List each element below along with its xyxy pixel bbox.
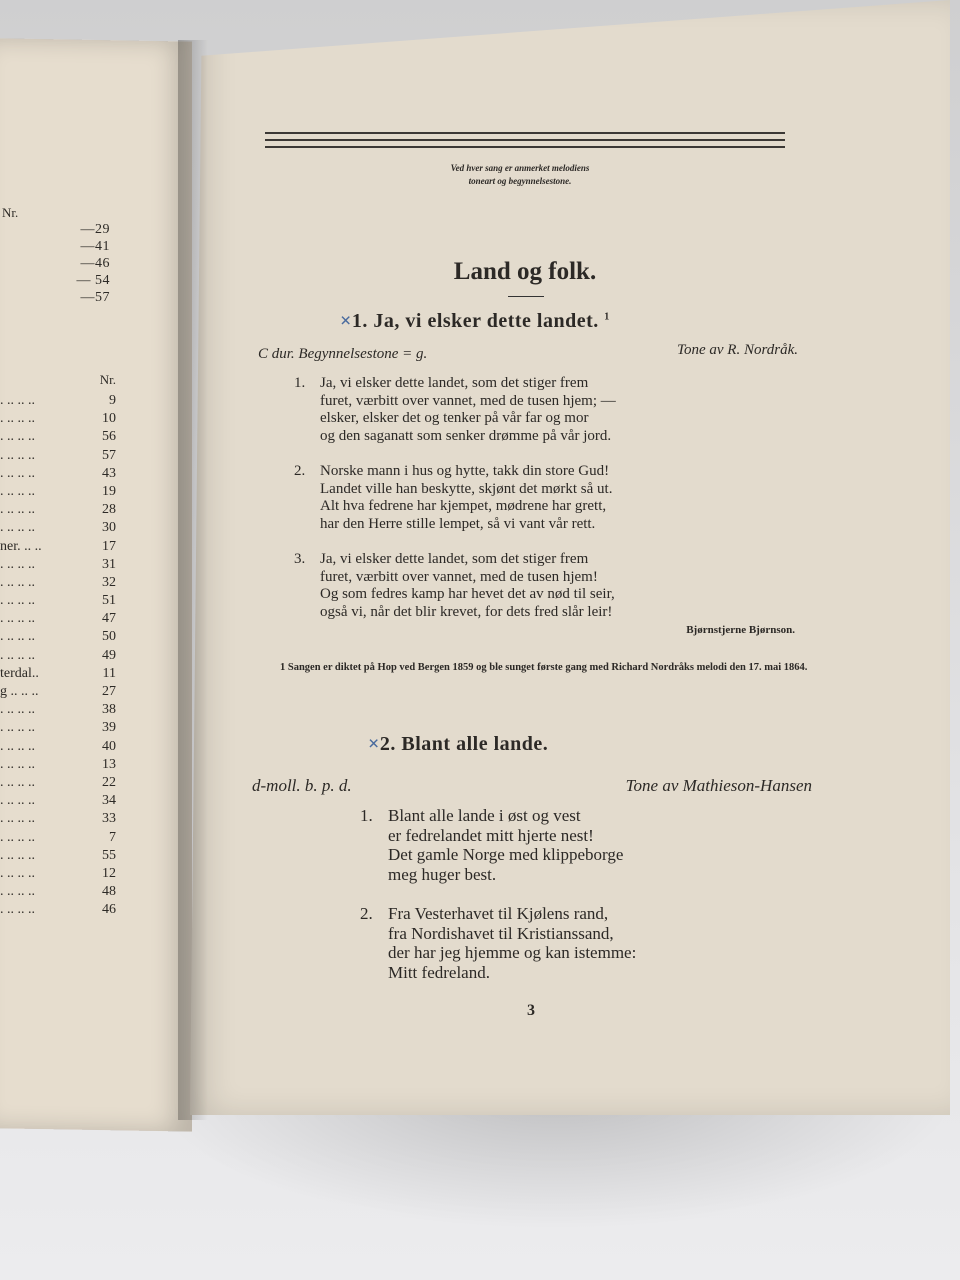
- index-row-text: . .. .. ..: [0, 593, 35, 609]
- verse-number: 1.: [360, 806, 373, 825]
- index-row-text: . .. .. ..: [0, 847, 35, 863]
- index-row-text: . .. .. ..: [0, 465, 35, 481]
- checkmark-icon: ×: [340, 310, 352, 332]
- index-row-text: . .. .. ..: [0, 738, 35, 754]
- song2-key: d-moll. b. p. d.: [252, 776, 352, 795]
- index-row-text: . .. .. ..: [0, 502, 35, 518]
- checkmark-icon: ×: [368, 733, 380, 755]
- song2-tune: Tone av Mathieson-Hansen: [625, 776, 812, 795]
- verse-number: 3.: [294, 551, 306, 567]
- song1-footnote: 1 Sangen er diktet på Hop ved Bergen 1859 og ble sunget første gang med Richard Nordråks melodi den 17. mai 1864.: [280, 662, 808, 673]
- song1-verse: [294, 551, 615, 621]
- verse-line: Alt hva fedrene har kjempet, mødrene har grett,: [320, 498, 607, 514]
- verse-line: også vi, når det blir krevet, for dets fred slår leir!: [320, 603, 613, 620]
- index-row-text: . .. .. ..: [0, 483, 35, 499]
- song1-author: Bjørnstjerne Bjørnson.: [686, 624, 795, 636]
- song1-verse: [294, 375, 616, 445]
- song2-verse: [360, 904, 637, 982]
- index-row-text: . .. .. ..: [0, 647, 35, 663]
- verse-line: Norske mann i hus og hytte, takk din store Gud!: [320, 463, 610, 479]
- index-row-text: . .. .. ..: [0, 720, 35, 736]
- index-row-number: 12: [102, 865, 116, 881]
- verse-line: har den Herre stille lempet, så vi vant vår rett.: [320, 515, 596, 532]
- page-number: 3: [527, 1002, 535, 1019]
- index-row-text: . .. .. ..: [0, 829, 35, 845]
- index-row-number: 51: [102, 593, 116, 609]
- verse-line: Fra Vesterhavet til Kjølens rand,: [388, 904, 609, 923]
- index-row-number: 56: [102, 429, 116, 445]
- index-row-text: . .. .. ..: [0, 702, 35, 718]
- verse-line: Landet ville han beskytte, skjønt det mørkt så ut.: [320, 480, 613, 497]
- verse-line: furet, værbitt over vannet, med de tusen hjem; —: [320, 392, 616, 409]
- verse-number: 2.: [294, 463, 306, 479]
- index-row-number: 19: [102, 483, 116, 499]
- index-top-row: —46: [80, 256, 110, 271]
- index-row-number: 48: [102, 884, 116, 900]
- index-top-row: —29: [80, 222, 110, 237]
- verse-number: 1.: [294, 375, 306, 391]
- index-row-number: 13: [102, 756, 116, 772]
- verse-line: furet, værbitt over vannet, med de tusen hjem!: [320, 568, 598, 585]
- index-row-number: 49: [102, 647, 116, 663]
- index-row-number: 9: [109, 393, 116, 408]
- index-row-text: . .. .. ..: [0, 865, 35, 881]
- index-row-number: 10: [102, 411, 116, 427]
- verse-line: er fedrelandet mitt hjerte nest!: [388, 825, 594, 845]
- index-row-number: 7: [109, 829, 116, 845]
- index-row-text: . .. .. ..: [0, 756, 35, 772]
- index-top-row: —57: [80, 290, 110, 305]
- song1-heading: [340, 310, 610, 333]
- verse-number: 2.: [360, 904, 373, 923]
- verse-line: Mitt fedreland.: [388, 962, 490, 982]
- index-row-text: . .. .. ..: [0, 629, 35, 645]
- index-row-number: 11: [102, 665, 116, 681]
- index-row-text: . .. .. ..: [0, 574, 35, 590]
- index-row-text: . .. .. ..: [0, 884, 35, 900]
- index-row-number: 34: [102, 793, 116, 809]
- index-top-row: — 54: [76, 273, 110, 288]
- index-row-number: 17: [102, 538, 116, 554]
- intro-note-line: toneart og begynnelsestone.: [468, 176, 572, 186]
- index-row-number: 27: [102, 684, 116, 699]
- index-row-number: 32: [102, 574, 116, 590]
- intro-note-line: Ved hver sang er anmerket melodiens: [450, 163, 590, 173]
- index-top-row: —41: [80, 239, 110, 254]
- verse-line: Det gamle Norge med klippeborge: [388, 845, 624, 864]
- section-title: Land og folk.: [453, 258, 597, 285]
- song2-title: 2. Blant alle lande.: [379, 733, 549, 755]
- index-row-text: . .. .. ..: [0, 774, 35, 790]
- verse-line: elsker, elsker det og tenker på vår far og mor: [320, 410, 589, 426]
- index-row-text: . .. .. ..: [0, 447, 35, 463]
- index-row-text: . .. .. ..: [0, 611, 35, 627]
- index-row-text: . .. .. ..: [0, 811, 35, 827]
- verse-line: meg huger best.: [388, 864, 497, 884]
- index-row-text: . .. .. ..: [0, 793, 35, 809]
- index-row-text: . .. .. ..: [0, 429, 35, 445]
- index-row-text: g .. .. ..: [0, 684, 39, 699]
- index-row-text: . .. .. ..: [0, 520, 35, 536]
- decorative-rules: [265, 132, 785, 153]
- song1-tune: Tone av R. Nordråk.: [677, 342, 798, 358]
- index-row-number: 50: [102, 629, 116, 645]
- index-row-number: 28: [102, 502, 116, 518]
- index-top-header: Nr.: [2, 205, 19, 220]
- index-row-number: 38: [102, 702, 116, 718]
- song1-meta: [258, 342, 798, 363]
- index-row-number: 22: [102, 774, 116, 790]
- verse-line: Og som fedres kamp har hevet det av nød til seir,: [320, 586, 615, 602]
- index-row-number: 55: [102, 847, 116, 863]
- index-row-number: 43: [102, 465, 116, 481]
- song1-title: 1. Ja, vi elsker dette landet.: [351, 310, 599, 332]
- song1-key: C dur. Begynnelsestone = g.: [258, 346, 428, 362]
- index-row-text: ner. .. ..: [0, 538, 42, 554]
- index-row-text: . .. .. ..: [0, 393, 35, 408]
- index-list-header: Nr.: [99, 372, 116, 387]
- index-row-text: . .. .. ..: [0, 556, 35, 572]
- verse-line: Blant alle lande i øst og vest: [388, 806, 581, 825]
- index-row-number: 39: [102, 720, 116, 736]
- index-row-number: 30: [102, 520, 116, 536]
- title-divider: [508, 296, 544, 297]
- index-row-number: 46: [102, 902, 116, 918]
- verse-line: der har jeg hjemme og kan istemme:: [388, 943, 637, 962]
- song1-verse: [294, 463, 613, 533]
- index-row-number: 47: [102, 611, 116, 627]
- verse-line: fra Nordishavet til Kristianssand,: [388, 923, 614, 943]
- index-row-number: 57: [102, 447, 116, 463]
- index-row-number: 33: [102, 811, 116, 827]
- footnote-ref: 1: [604, 311, 610, 323]
- intro-note: [280, 162, 760, 188]
- index-row-number: 31: [102, 556, 116, 572]
- verse-line: Ja, vi elsker dette landet, som det stiger frem: [320, 551, 589, 567]
- verse-line: og den saganatt som senker drømme på vår jord.: [320, 427, 612, 444]
- verse-line: Ja, vi elsker dette landet, som det stiger frem: [320, 375, 589, 391]
- song2-verse: [360, 806, 624, 884]
- song2-meta: [252, 776, 812, 796]
- index-row-text: terdal..: [0, 665, 39, 681]
- song2-heading: [368, 733, 548, 756]
- index-row-number: 40: [102, 738, 116, 754]
- index-row-text: . .. .. ..: [0, 902, 35, 918]
- index-row-text: . .. .. ..: [0, 411, 35, 427]
